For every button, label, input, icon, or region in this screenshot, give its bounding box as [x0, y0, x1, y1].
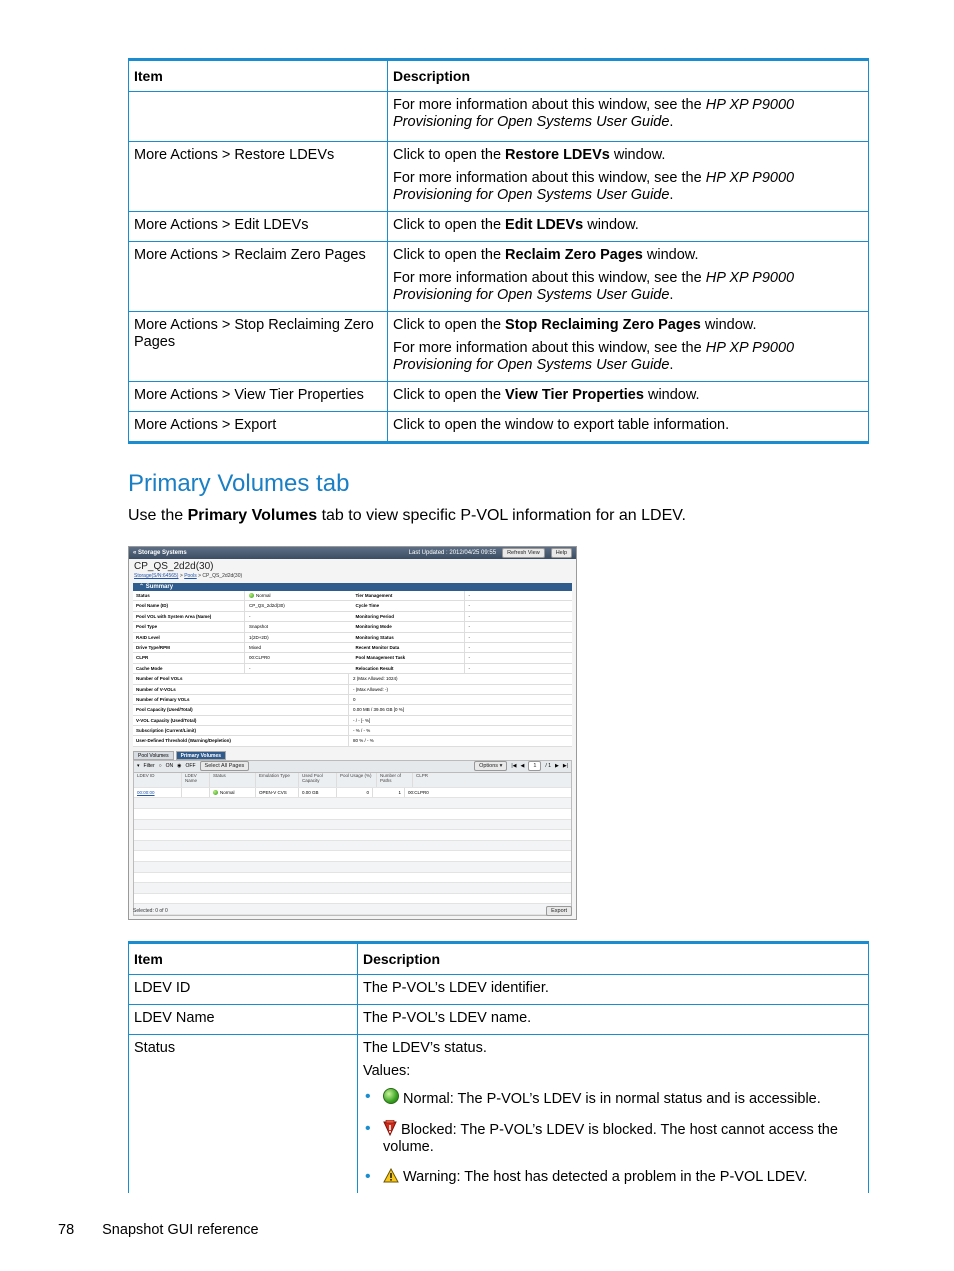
grid-row[interactable] — [134, 788, 571, 799]
blocked-status-icon — [383, 1120, 397, 1136]
emulation-cell: OPEN-V CVS — [256, 788, 299, 798]
export-button[interactable]: Export — [546, 906, 572, 916]
more-info-prefix: For more information about this window, see the — [393, 270, 706, 286]
table-header-row — [129, 60, 869, 92]
summary-row — [353, 622, 573, 632]
summary-key: Monitoring Period — [353, 612, 465, 621]
page-footer — [58, 1222, 287, 1238]
summary-right — [353, 591, 573, 674]
summary-key: Relocation Result — [353, 664, 465, 673]
grid-row-empty — [134, 873, 571, 884]
summary-value: Mixed — [249, 644, 262, 650]
window-name: Stop Reclaiming Zero Pages — [505, 317, 701, 333]
volume-title: CP_QS_2d2d(30) — [134, 561, 214, 572]
summary-value: Snapshot — [249, 624, 269, 630]
last-page-icon[interactable]: ▶| — [562, 763, 568, 770]
description-cell — [388, 242, 869, 312]
summary-key: Pool VOL with System Area (Name) — [133, 612, 245, 621]
ldev-id-cell[interactable] — [134, 788, 182, 798]
summary-value: - — [468, 634, 470, 640]
summary-key: Cache Mode — [133, 664, 245, 673]
footer-section-title: Snapshot GUI reference — [102, 1222, 259, 1238]
table-row — [129, 975, 869, 1005]
options-button[interactable]: Options ▾ — [474, 761, 507, 771]
column-header-item: Item — [129, 943, 358, 975]
click-prefix: Click to open the — [393, 317, 506, 333]
filter-on-label: ON — [165, 763, 174, 770]
value-text: Normal: The P-VOL’s LDEV is in normal status and is accessible. — [403, 1091, 821, 1107]
summary-key: Status — [133, 591, 245, 600]
summary-value — [245, 591, 353, 600]
description-cell — [388, 92, 869, 142]
grid-header-paths[interactable]: Number of Paths — [377, 773, 413, 787]
summary-row — [133, 674, 572, 684]
tab-pool-volumes[interactable]: Pool Volumes — [133, 751, 174, 760]
guide-title: HP XP P9000 Provisioning for Open Systems User Guide — [393, 170, 795, 203]
summary-value: - — [468, 665, 470, 671]
ldev-id-link[interactable]: 00:00:00 — [137, 789, 155, 795]
normal-status-icon — [249, 593, 254, 598]
status-cell — [210, 788, 256, 798]
status-description: The LDEV’s status. — [363, 1040, 487, 1056]
grid-row-empty — [134, 851, 571, 862]
summary-row — [353, 612, 573, 622]
primary-volumes-grid — [133, 773, 572, 916]
summary-key: Number of V-VOLs — [133, 685, 349, 694]
first-page-icon[interactable]: |◀ — [511, 763, 517, 770]
summary-key: Drive Type/RPM — [133, 643, 245, 652]
click-text — [393, 387, 863, 404]
table-row — [129, 142, 869, 212]
more-info-prefix: For more information about this window, see the — [393, 97, 706, 113]
description-cell — [388, 382, 869, 412]
summary-key: Number of Pool VOLs — [133, 674, 349, 683]
summary-value: 80 % / - % — [353, 738, 374, 744]
grid-header-ldev-id[interactable]: LDEV ID — [134, 773, 182, 787]
description-cell — [358, 1035, 869, 1194]
grid-row-empty — [134, 830, 571, 841]
used-capacity-cell: 0.00 GB — [299, 788, 337, 798]
guide-title: HP XP P9000 Provisioning for Open Systems User Guide — [393, 97, 795, 130]
summary-row — [353, 664, 573, 674]
ldev-name-cell — [182, 788, 210, 798]
breadcrumb-pools[interactable]: Pools — [184, 573, 197, 579]
warning-status-icon — [383, 1168, 399, 1183]
summary-key: User-Defined Threshold (Warning/Depletion) — [133, 736, 349, 745]
summary-row — [133, 664, 353, 674]
grid-toolbar — [133, 760, 572, 773]
filter-on-radio[interactable]: ○ — [158, 763, 162, 770]
summary-row — [353, 653, 573, 663]
guide-title: HP XP P9000 Provisioning for Open Systems User Guide — [393, 270, 795, 303]
next-page-icon[interactable]: ▶ — [554, 763, 559, 770]
normal-status-icon — [213, 790, 218, 795]
column-header-description: Description — [388, 60, 869, 92]
summary-row — [133, 705, 572, 715]
summary-key: Monitoring Status — [353, 633, 465, 642]
summary-header[interactable] — [133, 583, 572, 591]
intro-tab-name: Primary Volumes — [187, 507, 318, 524]
table-row — [129, 382, 869, 412]
list-item — [363, 1120, 863, 1156]
help-button[interactable]: Help — [551, 548, 572, 558]
column-header-item: Item — [129, 60, 388, 92]
summary-key: Tier Management — [353, 591, 465, 600]
grid-header-pool-usage[interactable]: Pool Usage (%) — [337, 773, 377, 787]
summary-value: - — [249, 613, 251, 619]
summary-key: Number of Primary VOLs — [133, 695, 349, 704]
click-text — [393, 147, 863, 164]
summary-key: Cycle Time — [353, 601, 465, 610]
breadcrumb-separator: > — [198, 573, 202, 579]
summary-row — [133, 695, 572, 705]
item-cell — [129, 92, 388, 142]
list-item — [363, 1168, 863, 1186]
breadcrumb-storage[interactable]: Storage(S/N:64565) — [134, 573, 179, 579]
section-intro — [128, 507, 686, 525]
window-name: View Tier Properties — [505, 387, 644, 403]
more-info-suffix: . — [669, 114, 674, 130]
more-info-suffix: . — [669, 187, 674, 203]
click-suffix: window. — [609, 147, 666, 163]
click-suffix: window. — [642, 247, 699, 263]
summary-value: - — [249, 665, 251, 671]
summary-value: - — [468, 613, 470, 619]
more-info-text — [393, 340, 863, 374]
table-row — [129, 1035, 869, 1194]
list-item — [363, 1088, 863, 1108]
last-updated: Last Updated : 2012/04/25 09:55 — [408, 550, 497, 556]
grid-footer — [133, 906, 572, 916]
summary-value: - / - [- %] — [353, 717, 371, 723]
table-row — [129, 312, 869, 382]
grid-row-empty — [134, 820, 571, 831]
summary-value: - (Max Allowed: -) — [353, 686, 389, 692]
summary-value: - — [468, 603, 470, 609]
more-info-prefix: For more information about this window, see the — [393, 170, 706, 186]
more-info-text — [393, 97, 863, 131]
item-cell: LDEV ID — [129, 975, 358, 1005]
status-text: Normal — [220, 789, 235, 795]
click-prefix: Click to open the — [393, 387, 506, 403]
grid-row-empty — [134, 798, 571, 809]
summary-row — [133, 591, 353, 601]
pool-usage-cell: 0 — [337, 788, 373, 798]
item-cell: More Actions > Reclaim Zero Pages — [129, 242, 388, 312]
grid-row-empty — [134, 894, 571, 905]
summary-value: 00:CLPR0 — [249, 655, 270, 661]
grid-header-ldev-name[interactable]: LDEV Name — [182, 773, 210, 787]
page-number: 78 — [58, 1222, 75, 1238]
grid-header-used-capacity[interactable]: Used Pool Capacity — [299, 773, 337, 787]
description-cell — [388, 212, 869, 242]
description-cell — [388, 312, 869, 382]
grid-header-row — [134, 773, 571, 788]
table-row — [129, 242, 869, 312]
window-name: Reclaim Zero Pages — [505, 247, 643, 263]
paths-cell: 1 — [373, 788, 405, 798]
filter-label[interactable]: Filter — [143, 763, 155, 770]
filter-icon[interactable]: ▾ — [137, 763, 140, 770]
guide-title: HP XP P9000 Provisioning for Open Systems User Guide — [393, 340, 795, 373]
summary-key: Pool Name (ID) — [133, 601, 245, 610]
actions-table — [128, 58, 869, 444]
intro-prefix: Use the — [128, 507, 188, 524]
summary-row — [133, 736, 572, 746]
click-prefix: Click to open the — [393, 217, 506, 233]
summary-key: Recent Monitor Data — [353, 643, 465, 652]
value-text: Blocked: The P-VOL’s LDEV is blocked. The host cannot access the volume. — [383, 1122, 838, 1155]
summary-panel — [133, 591, 572, 674]
grid-row-empty — [134, 883, 571, 894]
status-values-list — [363, 1088, 863, 1186]
section-heading: Primary Volumes tab — [128, 470, 350, 497]
refresh-view-button[interactable]: Refresh View — [502, 548, 545, 558]
summary-row — [353, 643, 573, 653]
summary-value: 2 (Max Allowed: 1024) — [353, 676, 398, 682]
summary-title: Summary — [145, 584, 174, 590]
clpr-cell: 00:CLPR0 — [408, 789, 429, 795]
summary-value: - — [468, 593, 470, 598]
item-cell: More Actions > Restore LDEVs — [129, 142, 388, 212]
click-suffix: window. — [643, 387, 700, 403]
table-row — [129, 92, 869, 142]
primary-volumes-table — [128, 941, 869, 1193]
click-suffix: window. — [700, 317, 757, 333]
summary-key: Pool Capacity (Used/Total) — [133, 705, 349, 714]
click-prefix: Click to open the — [393, 247, 506, 263]
intro-suffix: tab to view specific P-VOL information for an LDEV. — [317, 507, 686, 524]
window-name: Restore LDEVs — [505, 147, 610, 163]
summary-key: CLPR — [133, 653, 245, 662]
value-text: Warning: The host has detected a problem in the P-VOL LDEV. — [403, 1169, 808, 1185]
grid-header-status[interactable]: Status — [210, 773, 256, 787]
item-cell: LDEV Name — [129, 1005, 358, 1035]
summary-row — [133, 726, 572, 736]
values-label: Values: — [363, 1063, 411, 1079]
status-value: Normal — [256, 593, 271, 598]
summary-value: - % / - % — [353, 728, 371, 734]
click-text — [393, 217, 863, 234]
summary-row — [133, 716, 572, 726]
summary-row — [353, 633, 573, 643]
summary-full-panel — [133, 674, 572, 747]
more-info-prefix: For more information about this window, see the — [393, 340, 706, 356]
more-info-text — [393, 170, 863, 204]
grid-row-empty — [134, 809, 571, 820]
summary-row — [133, 653, 353, 663]
item-cell: More Actions > View Tier Properties — [129, 382, 388, 412]
grid-header-emulation[interactable]: Emulation Type — [256, 773, 299, 787]
table-row — [129, 1005, 869, 1035]
prev-page-icon[interactable]: ◀ — [520, 763, 525, 770]
screenshot-topbar — [129, 547, 576, 559]
filter-off-label: OFF — [185, 763, 196, 770]
summary-key: Pool Type — [133, 622, 245, 631]
summary-value: - — [468, 624, 470, 630]
summary-key: RAID Level — [133, 633, 245, 642]
summary-value: CP_QS_2d2d(30) — [249, 603, 285, 609]
summary-row — [133, 633, 353, 643]
item-cell: Status — [129, 1035, 358, 1194]
click-prefix: Click to open the — [393, 147, 506, 163]
summary-value: - — [468, 644, 470, 650]
more-info-suffix: . — [669, 287, 674, 303]
summary-row — [133, 612, 353, 622]
summary-value: - — [468, 655, 470, 661]
item-cell: More Actions > Edit LDEVs — [129, 212, 388, 242]
summary-key: Subscription (Current/Limit) — [133, 726, 349, 735]
window-name: Edit LDEVs — [505, 217, 584, 233]
description-cell: Click to open the window to export table information. — [388, 412, 869, 443]
normal-status-icon — [383, 1088, 399, 1104]
column-header-description: Description — [358, 943, 869, 975]
more-info-text — [393, 270, 863, 304]
grid-row-empty — [134, 862, 571, 873]
summary-row — [133, 643, 353, 653]
summary-value: 1(2D+2D) — [249, 634, 269, 640]
table-header-row — [129, 943, 869, 975]
summary-left — [133, 591, 353, 674]
summary-row — [133, 601, 353, 611]
item-cell: More Actions > Stop Reclaiming Zero Pages — [129, 312, 388, 382]
summary-key: Monitoring Mode — [353, 622, 465, 631]
tab-primary-volumes[interactable]: Primary Volumes — [176, 751, 226, 760]
volume-tabs — [133, 751, 572, 760]
page-total: / 1 — [545, 763, 551, 770]
grid-header-clpr[interactable]: CLPR — [416, 772, 429, 778]
summary-row — [133, 685, 572, 695]
breadcrumb-current: CP_QS_2d2d(30) — [202, 573, 243, 579]
select-all-pages-button[interactable]: Select All Pages — [200, 761, 250, 771]
more-info-suffix: . — [669, 357, 674, 373]
item-cell: More Actions > Export — [129, 412, 388, 443]
summary-row — [353, 591, 573, 601]
description-cell: The P-VOL’s LDEV name. — [358, 1005, 869, 1035]
summary-row — [133, 622, 353, 632]
table-row — [129, 212, 869, 242]
page-input[interactable]: 1 — [528, 761, 541, 771]
click-text — [393, 317, 863, 334]
selected-count: Selected: 0 of 0 — [133, 908, 168, 914]
description-cell: The P-VOL’s LDEV identifier. — [358, 975, 869, 1005]
summary-row — [353, 601, 573, 611]
collapse-icon: ⌃ — [139, 584, 145, 590]
primary-volumes-screenshot — [128, 546, 577, 920]
description-cell — [388, 142, 869, 212]
click-suffix: window. — [583, 217, 639, 233]
storage-systems-link[interactable]: « Storage Systems — [133, 550, 187, 556]
summary-value: 0.00 MB / 39.06 GB [0 %] — [353, 707, 405, 713]
grid-row-empty — [134, 841, 571, 852]
summary-key: Pool Management Task — [353, 653, 465, 662]
summary-value: 0 — [353, 696, 356, 702]
filter-off-radio[interactable]: ◉ — [177, 763, 182, 770]
click-text — [393, 247, 863, 264]
breadcrumb — [129, 572, 576, 580]
table-row — [129, 412, 869, 443]
summary-key: V-VOL Capacity (Used/Total) — [133, 716, 349, 725]
breadcrumb-separator: > — [179, 573, 183, 579]
